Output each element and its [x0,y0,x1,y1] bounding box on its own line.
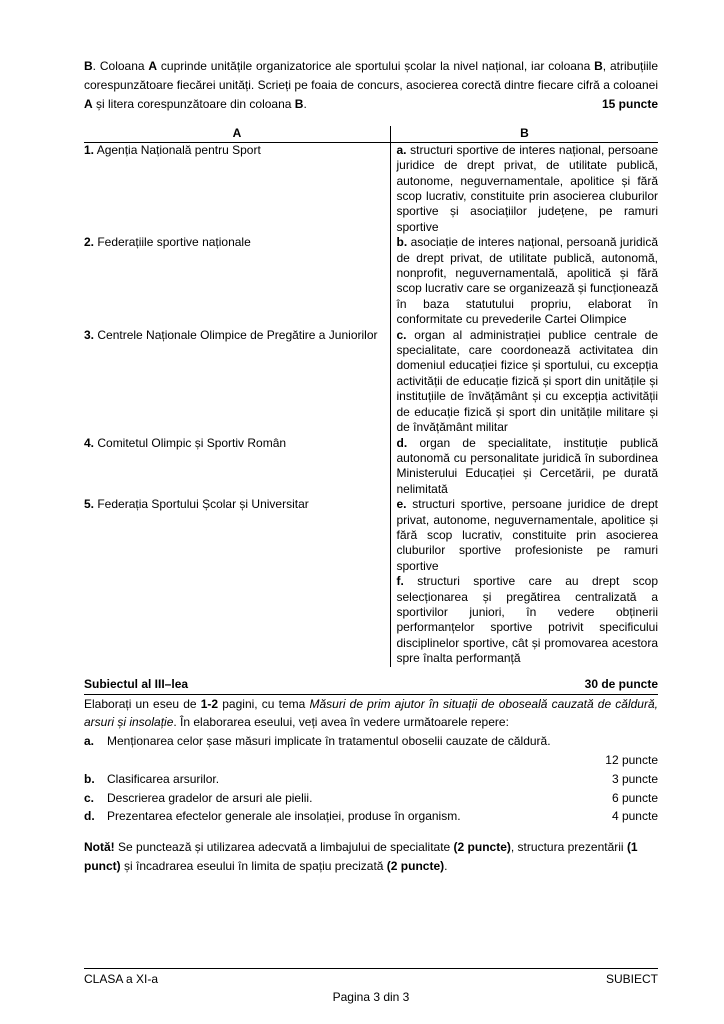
column-a-item-5: 5. Federația Sportului Școlar și Universitar [84,497,309,512]
requirement-points: 6 puncte [611,790,658,805]
requirement-points: 12 puncte [605,753,658,767]
table-row [84,328,658,436]
part-b-instructions: B. Coloana A cuprinde unitățile organizatorice ale sportului școlar la nivel național, iar coloana B, atribuțiile corespunzătoare fiecărei unități. Scrieți pe foaia de concurs, asocierea corectă dintre fiecare cifră a coloanei A și litera corespunzătoare din coloana B. 15 puncte [84,57,658,113]
requirement-letter: c. [84,790,95,805]
column-b-item-c: c. organ al administrației publice centrale de specialitate, care coordonează activitatea din domeniul educației fizice și sportului, cu excepția activității de educație fizică și sport din unitățile și instituțiile de învățământ și cu excepția activității de educație fizică și sport din unitățile militare și de învățământ militar [390,328,658,436]
essay-theme: Măsuri de prim ajutor în situații de oboseală cauzată de căldură, arsuri și insolație [84,696,658,730]
column-a-empty-cell [84,574,390,666]
column-a-header: A [232,126,242,141]
table-row [84,574,658,666]
requirement-text: Clasificarea arsurilor. [107,771,220,786]
column-a-item-2: 2. Federațiile sportive naționale [84,235,251,250]
column-a-item-1: 1. Agenția Națională pentru Sport [84,142,261,157]
requirement-letter: d. [84,809,95,824]
requirement-item [84,770,658,789]
section-3-heading [84,676,658,695]
column-a-item-3: 3. Centrele Naționale Olimpice de Pregătire a Juniorilor [84,327,378,342]
requirement-item [84,789,658,808]
requirement-text: Descrierea gradelor de arsuri ale pielii. [107,790,313,805]
part-b-label: B [84,59,93,73]
table-header-row [84,126,658,142]
column-b-item-e: e. structuri sportive, persoane juridice de drept privat, autonome, neguvernamentale, apolitice și fără scop lucrativ, constituite prin asocierea cluburilor sportive profesioniste pe ramuri sportive [390,497,658,574]
note-label: Notă! [84,840,115,855]
part-b-points: 15 puncte [601,96,658,111]
requirement-letter: a. [84,734,95,749]
table-row [84,143,658,235]
matching-table [84,126,658,666]
section-3-points: 30 de puncte [584,676,658,691]
table-row [84,497,658,574]
requirement-points: 4 puncte [611,809,658,824]
requirement-letter: b. [84,771,95,786]
essay-brief: Elaborați un eseu de 1-2 pagini, cu tema Măsuri de prim ajutor în situații de oboseală cauzată de căldură, arsuri și insolație. În elaborarea eseului, veți avea în vedere următoarele repere: [84,696,658,730]
column-b-header: B [390,126,658,141]
footer-subject-label: SUBIECT [605,972,658,986]
requirement-text: Prezentarea efectelor generale ale insolației, produse în organism. [107,809,461,824]
section-3-title: Subiectul al III–lea [84,676,189,691]
requirement-item [84,732,658,751]
requirement-text: Menționarea celor șase măsuri implicate în tratamentul oboselii cauzate de căldură. [107,734,551,749]
table-row [84,436,658,498]
page-content [84,57,658,876]
table-row [84,235,658,327]
column-b-item-d: d. organ de specialitate, instituție publică autonomă cu personalitate juridică în subordinea Ministerului Educației și Cercetării, pe durată nelimitată [390,436,658,498]
footer-page-number: Pagina 3 din 3 [332,990,410,1004]
column-b-item-f: f. structuri sportive care au drept scop selecționarea și pregătirea centralizată a sportivilor juniori, în vedere obținerii performanțelor sportive potrivit specificului disciplinelor sportive, cât și promovarea acestora spre înalta performanță [390,574,658,666]
requirement-item [84,807,658,826]
grading-note: Notă! Se punctează și utilizarea adecvată a limbajului de specialitate (2 puncte), structura prezentării (1 punct) și încadrarea eseului în limita de spațiu precizată (2 puncte). [84,840,638,873]
column-a-item-4: 4. Comitetul Olimpic și Sportiv Român [84,435,287,450]
column-b-item-a: a. structuri sportive de interes național, persoane juridice de drept privat, de utilitate publică, autonome, neguvernamentale, apolitice și fără scop lucrativ, constituite prin asocierea cluburilor sportive și asociațiilor județene, pe ramuri sportive [390,143,658,235]
footer-class-label: CLASA a XI-a [84,972,159,986]
page-footer [84,968,658,1006]
requirement-points: 3 puncte [611,771,658,786]
column-b-item-b: b. asociație de interes național, persoană juridică de drept privat, de utilitate publică, autonomă, nonprofit, neguvernamentală, apolitică și fără scop lucrativ care se organizează și funcționează în baza statutului propriu, elaborat în conformitate cu prevederile Cartei Olimpice [390,235,658,327]
